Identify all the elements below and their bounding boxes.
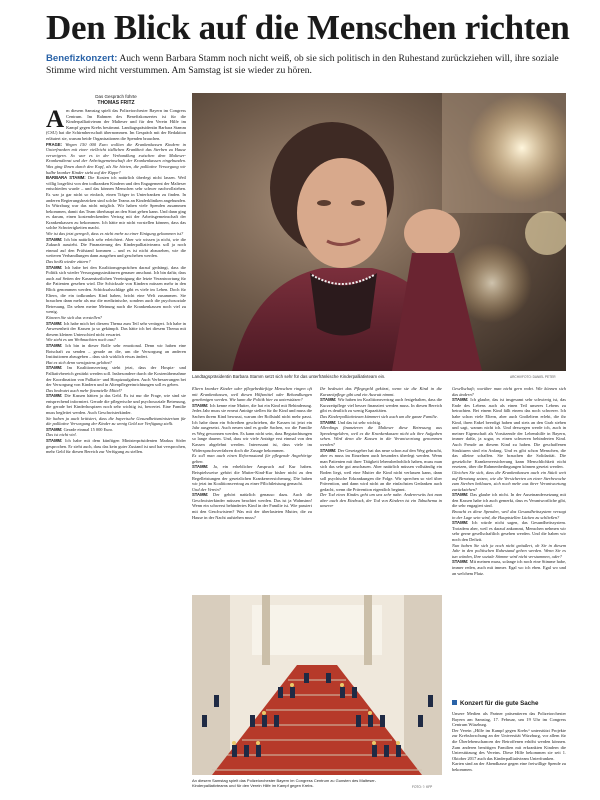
article-column-4 (452, 386, 566, 696)
interview-question (452, 509, 566, 520)
speaker-label: STAMM: (46, 236, 65, 242)
paragraph-text: Können Sie sich das vorstellen? (46, 314, 103, 320)
paragraph-text: Nun haben Sie sich ja noch nicht geäußert, ob Sie in diesem Jahr in den politischen Ruhestand gehen werden. Wenn Sie es tun würden, Ihre soziale Stimme wird nicht verstummen, oder? (452, 542, 566, 559)
interview-question (452, 470, 566, 492)
interview-question (320, 386, 442, 397)
paragraph-text: Ich habe mit dem künftigen Ministerpräsidenten Markus Söder gesprochen. Er sieht auch, dass das kein guter Zustand ist und hat versprochen, mehr Geld für diesen Bereich zur Verfügung zu stellen. (46, 438, 186, 455)
interview-answer (46, 438, 186, 455)
paragraph-text: Ihr bedeutet das Pflegegeld gekürzt, wenn sie die Kind in die Kurzzeitpflege gibt und ein Ausrutt nimmt. (320, 386, 442, 397)
interview-answer (46, 265, 186, 315)
speaker-label: STAMM: (192, 402, 210, 408)
paragraph-text: Eltern kranker Kinder oder pflegebedürftige Menschen ringen oft mit Krankenkassen, weil diesen Hilfsmittel oder Behandlungen genehmigen werden. Wie kann die Politik hier zu unterstützen? (192, 386, 312, 403)
paragraph-text: Das Kinderpalliativteam kümmert sich auch um die ganze Familie. (320, 413, 438, 419)
info-box-paragraph: Unsere Medien als Partner präsentieren das Polizeiorchester Bayern am Samstag, 17. Februar, um 19 Uhr im Congress Centrum Würzburg. (452, 711, 566, 728)
paragraph-text: Das glaube ich nicht. In der Auseinandersetzung mit den Kassen habe ich auch gemerkt, dass es Verantwortliche gibt, die sehr engagiert sind. (452, 492, 566, 509)
paragraph-text: Braucht es diese Spenden, weil das Gesundheitssystem versagt in der Lage sein wird, die Hauptstellen Lücken zu schließen? (452, 509, 566, 520)
paragraph-text: Ich habe mich bei diesem Thema zum Teil sehr verärgert. Ich habe in Anwesenheit der Kassen ja so gekämpft. Das hätte ich bei diesem Thema mit diesem kleinen Unterschied nicht erwartet. (46, 320, 186, 337)
speaker-label: FRAGE: (46, 141, 66, 147)
deck-text: Auch wenn Barbara Stamm noch nicht weiß, ob sie sich politisch in den Ruhestand zurückziehen will, ihre soziale Stimme wird nicht verstummen. Am Samstag ist sie wieder zu hören. (46, 53, 559, 76)
paragraph-text: Ich bin in dieser Rolle sehr emotional. Denn wir haben eine Botschaft zu senden – gerade an die, um die Versorgung an anderen Institutionen abzugeben – dass sich wirklich etwas ändert. (46, 342, 186, 360)
headline: Den Blick auf die Menschen richten (46, 8, 570, 47)
paragraph-text: Ja, ein erheblicher Anspruch auf Kur haben. Beispielsweise gehört die Mutter-Kind-Kur bisher nicht zu den Regelleistungen der gesetzlichen Krankenversicherung. Die haben wir jetzt im Koalitionsvertrag zu einer Pflichtleistung gemacht. (192, 464, 312, 487)
paragraph-text: Der gehört natürlich genauso dazu. Auch die Geschwisterkinder müssen beachtet werden. Das ist ja Wahnsinn! Wenn ein schwerst behindertes Kind in der Familie ist. Wie passiert mit den Geschwistern? Was mit der überlasteten Mutter, die zu Hause in der Nacht aufstehen muss? (192, 492, 312, 520)
speaker-label: STAMM: (46, 264, 65, 270)
interview-question (452, 386, 566, 397)
speaker-label: STAMM: (46, 393, 65, 399)
article-column-3 (320, 386, 442, 588)
speaker-label: STAMM: (46, 365, 68, 371)
square-bullet-icon (452, 700, 457, 705)
paragraph-text: Hat es sich denn wenigstens gelohnt? (46, 359, 112, 365)
paragraph-text: Mit meinen muss, solange ich noch eine Stimme habe, immer reden, auch mit immer. Egal wo ich eben. Egal wo und an welchem Platz. (452, 559, 566, 576)
paragraph-text: Und das ist sehr wichtig. (337, 419, 382, 425)
paragraph-text: Ich glaube, das ist insgesamt sehr schwierig ist, das Ende des Lebens auch als einen Teil unseres Lebens zu betrachten. Bei einem Kind fällt einem das noch schwerer. Ich habe schon viele Eltern, aber auch Großeltern erlebt, die ihr Kind, ihren Enkel beerdigt haben und stets an den Grab stehen und sagt, warum nicht ich. Und deswegen werde ich, auch in meiner Eigenschaft als Vorsitzende der Lebenshilfe in Bayern, immer dafür, ja sogar, es einen schweren behinderten Kind. Auch Freude an diesem Kind zu haben. Die geschaffenen Strukturen sind ein Anfang. Und es gibt schon Menschen, die das alleine schaffen. Sie brauchen die Solidarität. Die gesetzliche Krankenversicherung kann Menschlichkeit nicht ersetzen, über die Rahmenbedingungen können gesetzt werden. (452, 397, 566, 470)
speaker-label: STAMM: (452, 520, 472, 526)
speaker-label: STAMM: (320, 419, 338, 425)
paragraph-text: Das heißt wieder zittern? (46, 259, 91, 265)
paragraph-text: Gleichen Sie sich, dass die Krankenkassen auch ein Stück weit auf Beratung setzen, wie die Versicherten an einer Sterbewoche zum Sterben beklauen, sich noch mehr aus ihrer Verantwortung zurückziehen? (452, 469, 566, 492)
interview-question (192, 386, 312, 403)
interview-answer (46, 175, 186, 231)
interview-answer (46, 343, 186, 360)
speaker-label: STAMM: (452, 492, 471, 498)
paragraph-text: Und der Verein? (192, 486, 221, 492)
speaker-label: STAMM: (46, 426, 64, 432)
interview-question (192, 453, 312, 464)
author-byline (46, 94, 186, 106)
interview-answer (452, 397, 566, 470)
photo2-caption: An diesem Samstag spielt das Polizeiorchester Bayern im Congress Centrum zu Gunsten des Malteser-Kinderpalliativteams und für den Verein Hilfe im Kampf gegen Krebs. (192, 778, 377, 788)
interview-answer (452, 520, 566, 542)
paragraph-text: Allerdings finanzieren die Malteser diese Betreuung aus Spendengeldern, weil es die Krankenkassen nicht als ihre Aufgaben sehen. Wird denn die Kassen in die Verantwortung genommen werden? (320, 425, 442, 447)
speaker-label: BARBARA STAMM: (46, 175, 88, 181)
photo1-caption: Landtagspräsidentin Barbara Stamm setzt sich sehr für das unterfränkische Kinderpalliativteam ein. (192, 374, 386, 379)
paragraph-text: Der Tod eines Kindes geht um uns sehr nahe. Andererseits hat man aber auch den Eindruck, der Tod von Kindern ist ein Tabuthema in unserer (320, 492, 442, 509)
author-name: THOMAS FRITZ (97, 100, 135, 106)
speaker-label: STAMM: (46, 438, 66, 444)
paragraph-text: Die Kassen hätten ja das Geld. Es ist nur die Frage, wie sind sie entsprechend informiert. Gerade die pflegerische und psychosoziale Betreuung, die gerade bei Kinderhospizen noch sehr wichtig ist, bewertet. Eine Familie muss begleitet werden. Auch Geschwisterkinder. (46, 393, 186, 416)
deck (46, 53, 566, 77)
interview-question (320, 492, 442, 509)
paragraph-text: Ich bin natürlich sehr erleichtert. Aber wir wissen ja nicht, wie die Zukunft aussieht. Die Finanzierung des Kinderpalliativteams soll ja noch einmal auf den Prüfstand kommen – und es ist nicht abzusehen, wie die weiteren Verhandlungen dann ausgehen und geschehen werden. (46, 236, 186, 259)
paragraph-text: Wie ist das jetzt geregelt, dass es nicht mehr zu einer Einigung gekommen ist? (46, 231, 184, 237)
paragraph-text: Sie haben ja auch kritisiert, dass die bayerische Gesundheitsministerium für die palliative Versorgung der Kinder zu wenig Geld zur Verfügung stellt. (46, 415, 186, 427)
interview-answer (46, 393, 186, 415)
speaker-label: STAMM: (320, 397, 338, 403)
author-prefix: Das Gespräch führte (95, 94, 137, 99)
intro-paragraph (46, 108, 186, 142)
info-box-paragraph: Karten sind an der Abendkasse gegen eine freiwillige Spende zu bekommen. (452, 761, 566, 772)
info-box-paragraph: Der Verein „Hilfe im Kampf gegen Krebs“ unterstützt Projekte zur Krebsforschung an der Universität Würzburg, vor allem für die Überlebenschancen der Betroffenen erhöht werden können. Zum anderen benötigen Familien mit erkrankten Kindern die Unterstützung des Vereins. Diese Hilfe bekommen sie seit 1. Oktober 2017 auch das Kinderpalliativteam Unterfranken. (452, 727, 566, 761)
interview-question (46, 142, 186, 176)
interview-question (46, 416, 186, 427)
photo1-credit: ARCHIVFOTO: DANIEL PETER (510, 375, 556, 379)
paragraph-text: Gerade einmal 15 000 Euro. (63, 426, 114, 432)
speaker-label: STAMM: (320, 447, 338, 453)
interview-answer (452, 559, 566, 576)
drop-cap: A (46, 108, 65, 133)
speaker-label: STAMM: (46, 342, 66, 348)
interview-question (452, 543, 566, 560)
interview-answer (192, 403, 312, 453)
info-box-text (452, 711, 566, 797)
article-column-2 (192, 386, 312, 588)
deck-kicker: Benefizkonzert: (46, 53, 118, 64)
paragraph-text: Im Koalitionsvertrag steht jetzt, dass der Hospiz- und Palliativbereich gestärkt werden soll. Insbesondere durch die Kostenübernahme der Koordination von Palliativ- und Hospizaufgaben. Auch Verbesserungen bei der Versorgung von Kindern und in Altenpflegeeinrichtungen soll es geben. (46, 365, 186, 388)
photo2-credit: FOTO: ?. KFP (412, 785, 433, 789)
paragraph-text: Ich kenne eine Mutter, die hat ein Kind mit Behinderung. Jedes Jahr muss sie erneut Anträge stellen für ihr Kind und muss die Sachen ihrem Kind bewusst, warum der Rollstuhl nicht mehr passt. Ich habe dann ein Schreiben geschrieben, die Kassen ist jetzt ein Jahr ausgesetzt. Auch neuen sind es große Sachen, wo die Familie es Weg gewonnen werden. Es kann nicht sein, dass Begutachtungen so lange dauern. Und, dass wir viele Anträge erst einmal von den Kassen abgelehnt werden. Interessant ist, dass viele im Widerspruchsverfahren doch die Zusage bekommen. (192, 402, 312, 453)
interview-answer (192, 464, 312, 486)
interview-answer (320, 448, 442, 493)
paragraph-text: m diesem Samstag spielt das Polizeiorchester Bayern im Congress Centrum. Im Rahmen des Benefizkonzertes ist für die Kinderpalliativteam der Malteser und für den Verein Hilfe im Kampf gegen Krebs bestimmt. Landtagspräsidentin Barbara Stamm (CSU) hat die Schirmherrschaft übernommen. Im Gespräch mit der Redaktion erläutert sie, warum beide Organisationen die Spenden brauchen. (46, 108, 186, 141)
paragraph-text: Das bedeutet auch mehr finanzielle Mittel? (46, 387, 122, 393)
portrait-photo-illustration (192, 93, 566, 371)
paragraph-text: Ich habe bei den Koalitionsgesprächen darauf gedrängt, dass die Politik sich wieder Versorgungsstrukturen genauer anschaut. Ich bin dafür, dass auch auf Seiten der Kassenärztlichen Vereinigung die letzte Verantwortung für die Patienten gesehen wird. Die Schicksale von Kindern müssen mehr in den Blick genommen werden. Schicksalsschläge gibt es viele im Leben. Doch für Eltern, die ein todkrankes Kind haben, bricht eine Welt zusammen. Sie brauchen dann mehr als nur die medizinische, sondern auch die psychosoziale Betreuung. Da sehen meine Meinung nach die Krankenkassen noch viel zu wenig. (46, 264, 186, 315)
paragraph-text: Wir haben im Koalitionsvertrag auch festgehalten, dass die Kurzzeitpflege viel besser finanziert werden muss. In diesen Bereich gibt es deutlich zu wenig Kapazitäten. (320, 397, 442, 414)
interview-answer (320, 397, 442, 414)
paragraph-text: Die Kosten ich natürlich überlegt nicht lassen. Weil völlig losgelöst von den todkranken Kindern und den Engagement der Malteser entschieden wurde – und das können Menschen sehr schwer nachvollziehen. Es war ja gar nicht so einfach, einen Träger in Unterfranken zu finden. In anderen Regierungsbezirken sind solche Teams an Kinderkliniken angebunden. In Würzburg war das nicht möglich. Wir haben viele Spenden zusammen bekommen, damit das Team überhaupt an den Start gehen kann. Und dann ging es darum, einen kostendeckenden Vertrag mit der Arbeitsgemeinschaft der Krankenkassen zu bekommen. Ich hätte mir nicht vorstellen können, dass das solche Schwierigkeiten macht. (46, 175, 186, 231)
speaker-label: STAMM: (192, 464, 214, 470)
paragraph-text: Der Gesetzgeber hat das neue schon auf den Weg gebracht, aber es muss im Einzelnen auch besonders überlegt werden. Wenn man Patienten mit ihrer Tätigkeit lebensbedrohlich haben, muss man sich das sehr gut anschauen. Aber natürlich müssen vollständig ein Boden liegt, weil eine Mutter die Kind nicht verlassen kann, dann soll psychische Erkrankungen die Folge. Wir sprechen so viel über Prävention, und dann wird nicht an die einfachsten Gedanken auch gedacht, wenn die Prävention eigentlich beginnt. (320, 447, 442, 492)
paragraph-text: Es soll man auch einen Reformsstand für pflegende Angehörige geben. (192, 453, 312, 464)
article-column-1 (46, 108, 186, 786)
paragraph-text: Wie steht es um Weihnachten noch aus? (46, 337, 116, 343)
speaker-label: STAMM: (46, 320, 64, 326)
interview-answer (46, 321, 186, 338)
interview-answer (46, 365, 186, 387)
interview-answer (46, 237, 186, 259)
paragraph-text: Gesellschaft; worüber man nicht gern redet. Wie können sich das ändern? (452, 386, 566, 397)
orchestra-photo-illustration (192, 595, 442, 775)
paragraph-text: Ich würde nicht sagen, das Gesundheitssystem. Trotzdem aber, weil es darauf ankommt, Menschen nehmen wir sehr gerne gesellschaftlich gesehen werden. Und die haben wir noch den Defizit. (452, 520, 566, 543)
photo-orchestra (192, 595, 442, 775)
interview-question (320, 425, 442, 447)
speaker-label: STAMM: (452, 559, 470, 565)
photo-barbara-stamm (192, 93, 566, 371)
paragraph-text: Das ist nicht viel. (46, 432, 77, 438)
speaker-label: STAMM: (192, 492, 214, 498)
speaker-label: STAMM: (452, 397, 471, 403)
paragraph-text: Wegen 150 000 Euro wollten die Krankenkassen Kindern in Unterfranken mit einer vielleicht tödlichen Krankheit das Sterben zu Hause verweigern. So war es in der Verhandlung zwischen dem Malteser-Krankendienst und der Arbeitsgemeinschaft der Krankenkassen eingebunden. Was ging Ihnen durch den Kopf, als Sie hörten, die palliative Versorgung wir halbe kranker Kinder steht auf der Kippe? (46, 141, 186, 175)
interview-answer (452, 492, 566, 509)
interview-answer (192, 492, 312, 520)
info-box-title: Konzert für die gute Sache (460, 700, 539, 707)
info-box-heading (452, 700, 566, 708)
